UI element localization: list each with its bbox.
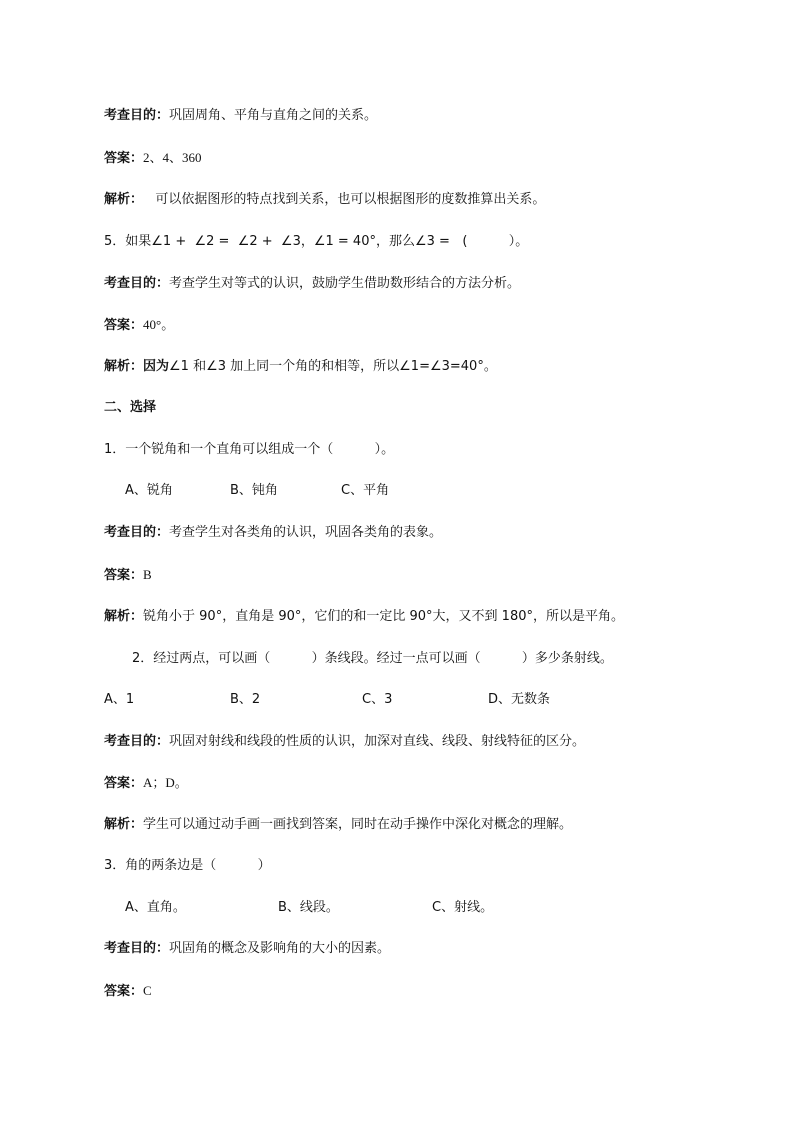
purpose-text: 巩固角的概念及影响角的大小的因素。 (169, 941, 391, 956)
analysis-bold-text: 因为 (143, 359, 170, 374)
purpose-label: 考查目的： (104, 525, 170, 540)
answer-label: 答案： (104, 984, 144, 999)
purpose-text: 考查学生对等式的认识，鼓励学生借助数形结合的方法分析。 (169, 276, 521, 291)
analysis-text: ∠1 和∠3 加上同一个角的和相等，所以∠1=∠3=40°。 (169, 359, 497, 374)
answer-label: 答案： (104, 151, 144, 166)
answer-text: 2、4、360 (143, 150, 202, 165)
answer-line (104, 566, 152, 585)
choice-question-1: 1．一个锐角和一个直角可以组成一个（ ）。 (104, 442, 395, 457)
analysis-label: 解析： (104, 192, 144, 207)
option-c: C、平角 (341, 483, 390, 498)
analysis-label: 解析： (104, 609, 144, 624)
analysis-text: 可以依据图形的特点找到关系，也可以根据图形的度数推算出关系。 (143, 192, 546, 207)
purpose-label: 考查目的： (104, 941, 170, 956)
purpose-text: 巩固对射线和线段的性质的认识，加深对直线、线段、射线特征的区分。 (169, 734, 586, 749)
answer-text: A；D。 (143, 775, 188, 790)
option-b: B、2 (230, 692, 261, 707)
purpose-line (104, 107, 377, 125)
purpose-text: 考查学生对各类角的认识，巩固各类角的表象。 (169, 525, 443, 540)
question-5: 5．如果∠1 + ∠2 = ∠2 + ∠3，∠1 = 40°，那么∠3 = ( ）。 (104, 234, 529, 249)
analysis-text: 锐角小于 90°，直角是 90°，它们的和一定比 90°大，又不到 180°，所以是平角。 (143, 609, 624, 624)
analysis-line (104, 358, 497, 376)
purpose-line (104, 275, 520, 293)
analysis-line (104, 191, 545, 209)
analysis-line (104, 608, 624, 626)
option-c: C、3 (362, 692, 393, 707)
answer-text: C (143, 983, 152, 998)
answer-text: 40°。 (143, 317, 175, 332)
option-a: A、1 (104, 692, 135, 707)
answer-label: 答案： (104, 318, 144, 333)
option-a: A、锐角 (125, 483, 173, 498)
option-b: B、线段。 (278, 900, 339, 915)
analysis-label: 解析： (104, 817, 144, 832)
section-title: 二、选择 (104, 400, 157, 415)
answer-label: 答案： (104, 568, 144, 583)
answer-line (104, 149, 202, 168)
choice-question-2: 2．经过两点，可以画（ ）条线段。经过一点可以画（ ）多少条射线。 (132, 651, 613, 666)
choice-question-3: 3．角的两条边是（ ） (104, 858, 271, 873)
answer-label: 答案： (104, 776, 144, 791)
purpose-label: 考查目的： (104, 108, 170, 123)
answer-line (104, 316, 174, 335)
option-c: C、射线。 (432, 900, 494, 915)
purpose-line (104, 524, 442, 542)
answer-line (104, 982, 152, 1001)
analysis-line (104, 816, 572, 834)
option-d: D、无数条 (488, 692, 551, 707)
option-b: B、钝角 (230, 483, 278, 498)
analysis-text: 学生可以通过动手画一画找到答案，同时在动手操作中深化对概念的理解。 (143, 817, 573, 832)
purpose-label: 考查目的： (104, 734, 170, 749)
purpose-text: 巩固周角、平角与直角之间的关系。 (169, 108, 378, 123)
purpose-line (104, 940, 390, 958)
option-a: A、直角。 (125, 900, 186, 915)
answer-line (104, 774, 188, 793)
purpose-line (104, 733, 585, 751)
analysis-label: 解析： (104, 359, 144, 374)
answer-text: B (143, 567, 152, 582)
purpose-label: 考查目的： (104, 276, 170, 291)
